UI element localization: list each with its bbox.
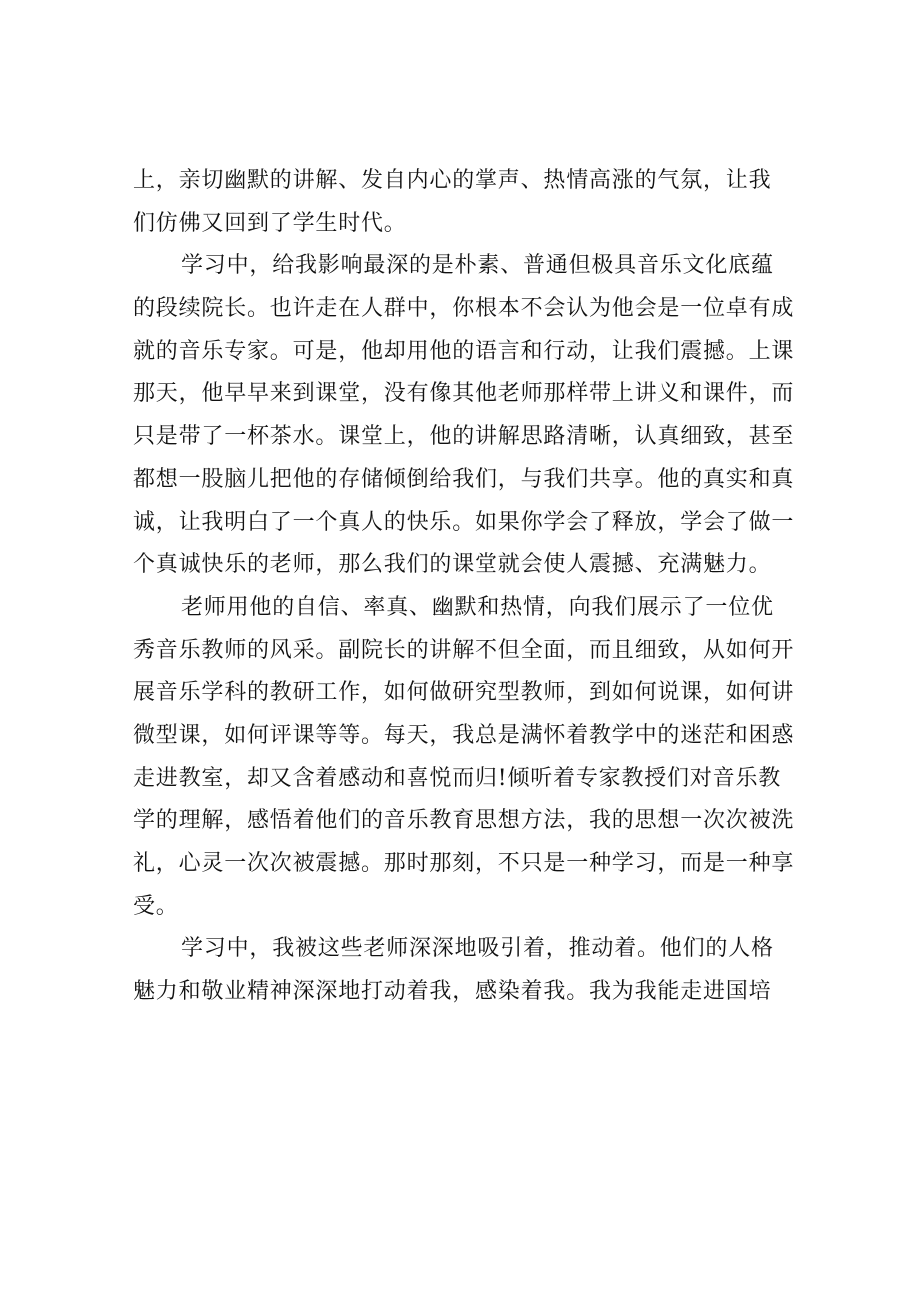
paragraph-start-line: 老师用他的自信、率真、幽默和热情，向我们展示了一位优 <box>181 594 774 620</box>
text-line: 的段续院长。也许走在人群中，你根本不会认为他会是一位卓有成 <box>133 296 795 322</box>
text-line: 个真诚快乐的老师，那么我们的课堂就会使人震撼、充满魅力。 <box>133 552 772 578</box>
body-text <box>133 160 795 1014</box>
text-line: 那天，他早早来到课堂，没有像其他老师那样带上讲义和课件，而 <box>133 381 795 407</box>
text-line: 都想一股脑儿把他的存储倾倒给我们，与我们共享。他的真实和真 <box>133 466 795 492</box>
text-line: 学的理解，感悟着他们的音乐教育思想方法，我的思想一次次被洗 <box>133 808 795 834</box>
text-line: 礼，心灵一次次被震撼。那时那刻，不只是一种学习，而是一种享 <box>133 851 795 876</box>
text-line: 秀音乐教师的风采。副院长的讲解不但全面，而且细致，从如何开 <box>133 637 795 663</box>
paragraph-start-line: 学习中，我被这些老师深深地吸引着，推动着。他们的人格 <box>181 936 774 962</box>
text-line: 上，亲切幽默的讲解、发自内心的掌声、热情高涨的气氛，让我 <box>133 168 772 193</box>
text-line: 只是带了一杯茶水。课堂上，他的讲解思路清晰，认真细致，甚至 <box>133 424 795 450</box>
text-line: 魅力和敬业精神深深地打动着我，感染着我。我为我能走进国培 <box>133 979 772 1005</box>
text-line: 走进教室，却又含着感动和喜悦而归!倾听着专家教授们对音乐教 <box>133 765 782 791</box>
text-line: 微型课，如何评课等等。每天，我总是满怀着教学中的迷茫和困惑 <box>133 722 795 748</box>
text-line: 就的音乐专家。可是，他却用他的语言和行动，让我们震撼。上课 <box>133 338 795 364</box>
text-line: 们仿佛又回到了学生时代。 <box>133 210 407 236</box>
text-line: 展音乐学科的教研工作，如何做研究型教师，到如何说课，如何讲 <box>133 680 795 706</box>
text-line: 诚，让我明白了一个真人的快乐。如果你学会了释放，学会了做一 <box>133 509 795 535</box>
text-line: 受。 <box>133 893 179 919</box>
paragraph-start-line: 学习中，给我影响最深的是朴素、普通但极具音乐文化底蕴 <box>181 253 774 279</box>
